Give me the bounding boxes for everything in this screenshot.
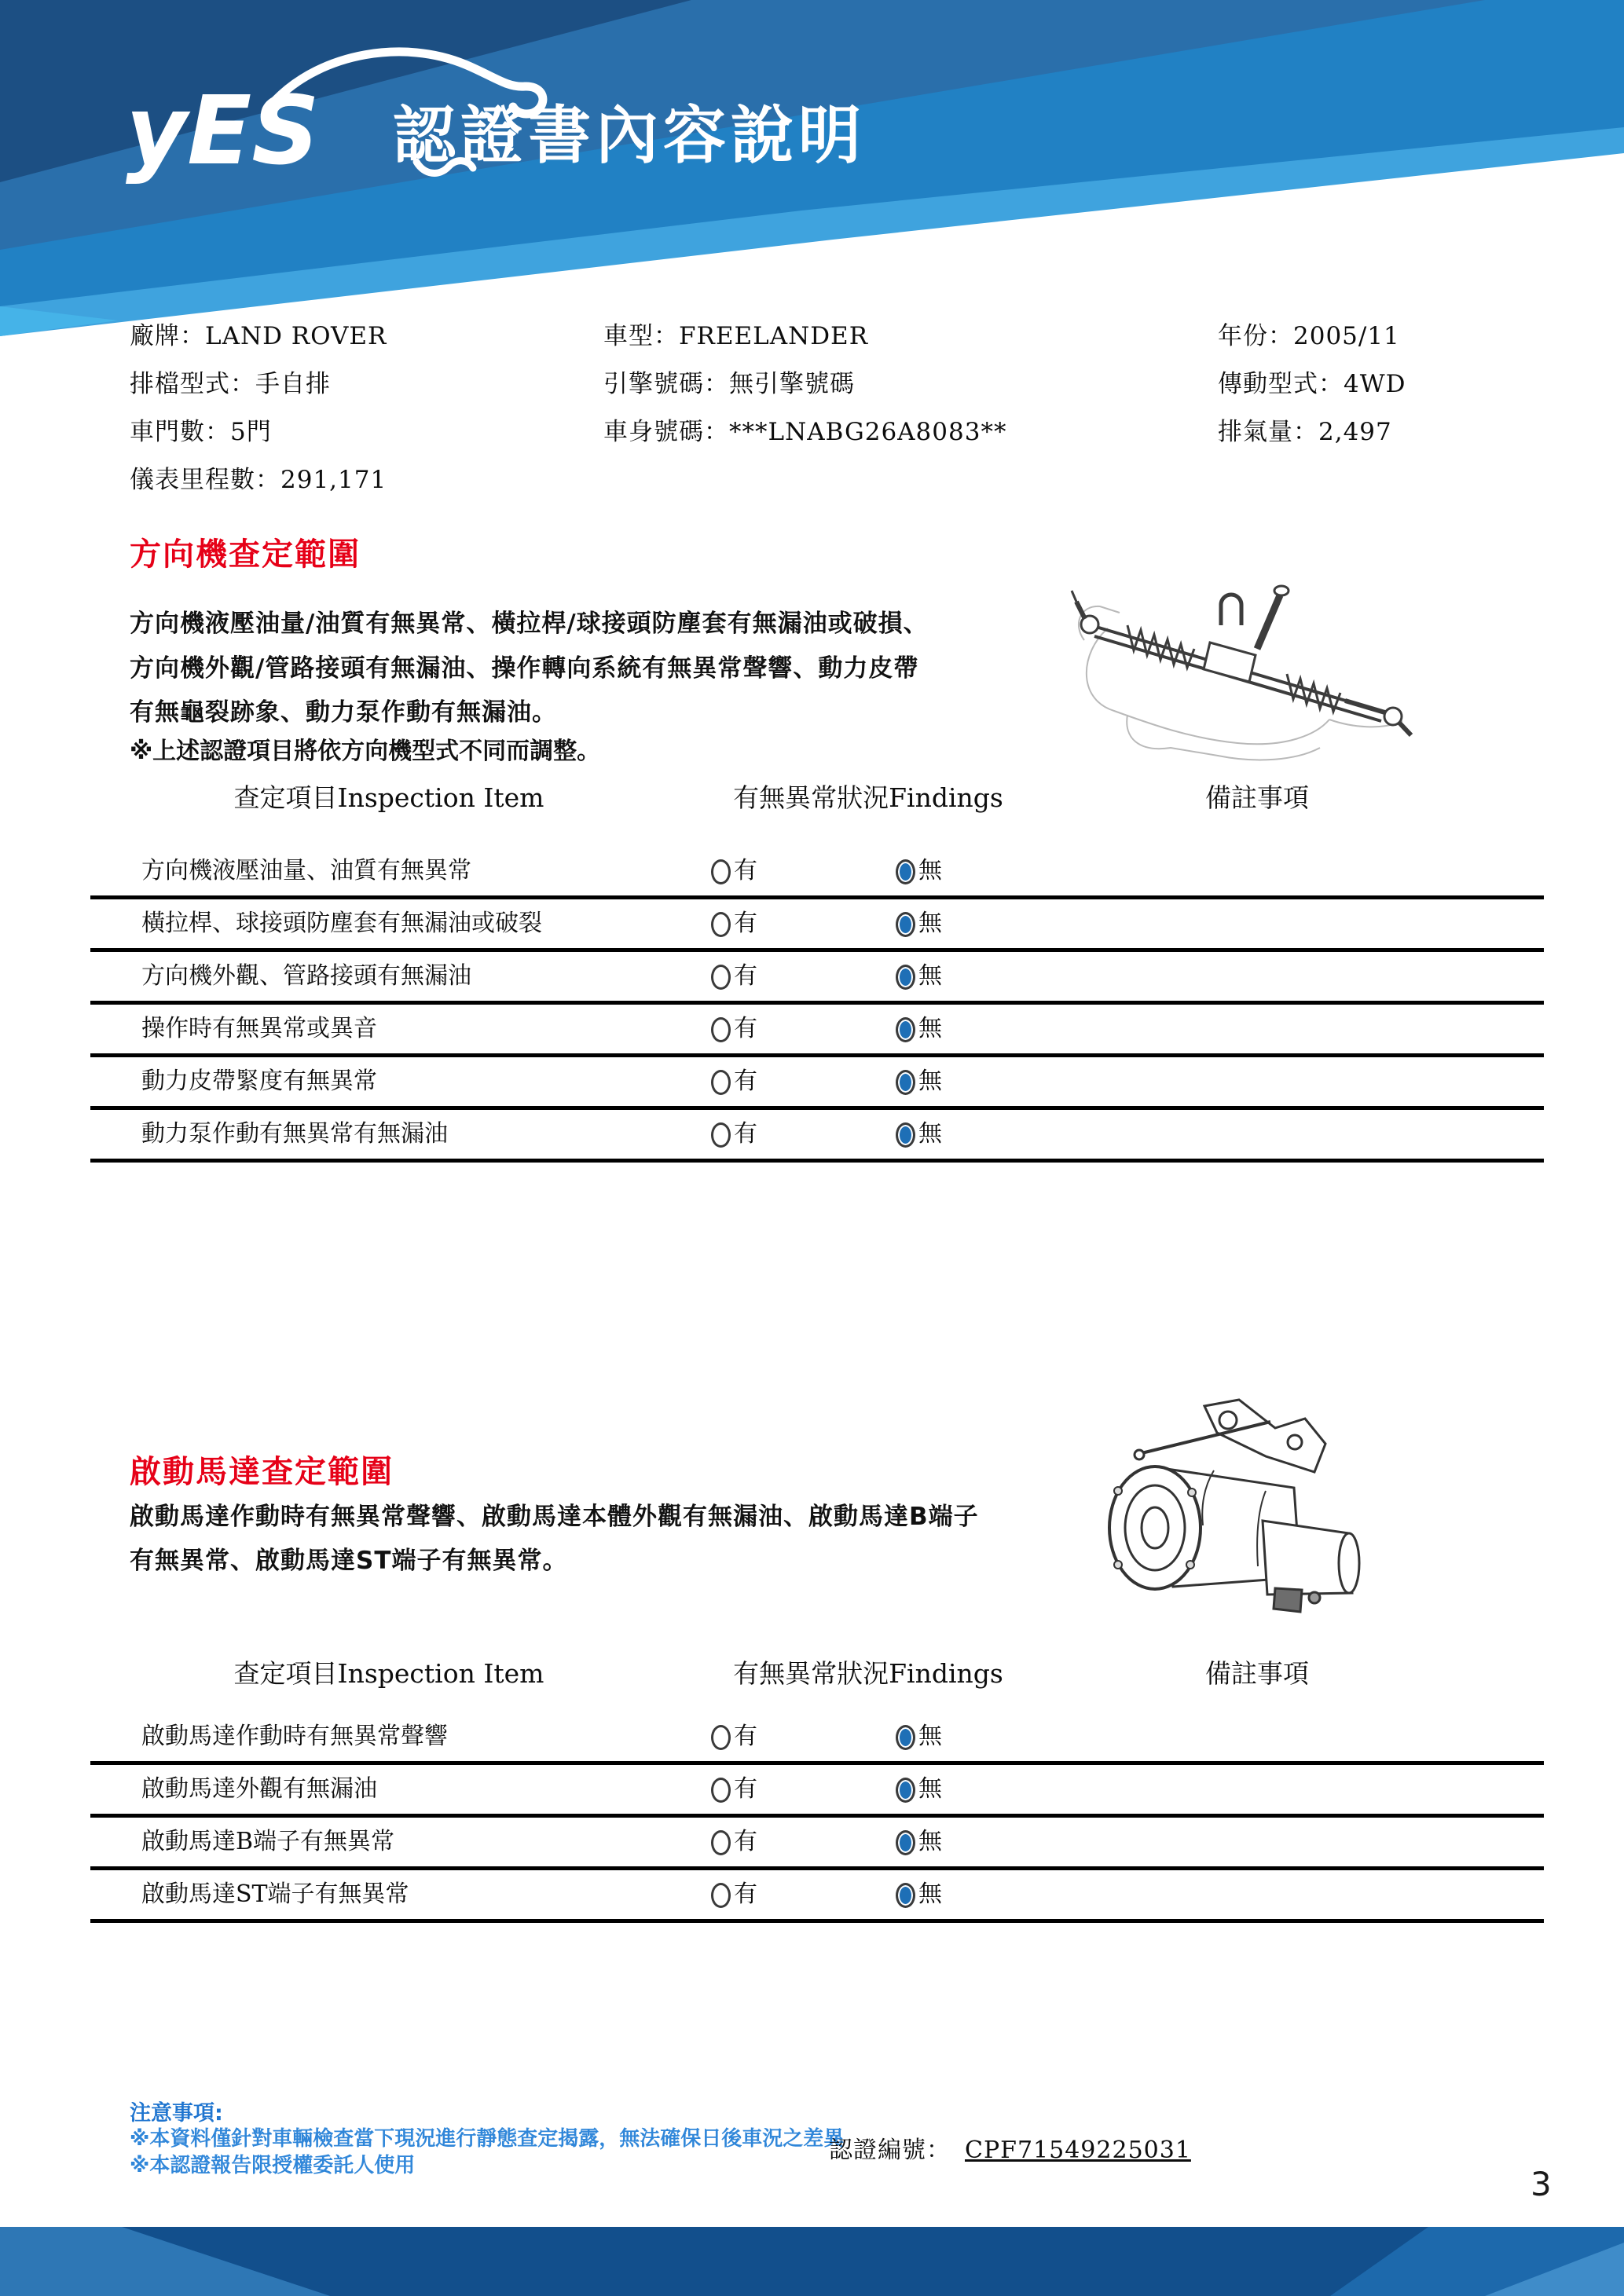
- table-row: [90, 1712, 1544, 1765]
- column-header-findings: 有無異常狀況Findings: [733, 1658, 1003, 1689]
- vehicle-vin: 車身號碼：***LNABG26A8083**: [603, 418, 1007, 446]
- table-row: [90, 1765, 1544, 1818]
- radio-no[interactable]: [896, 965, 915, 990]
- starter-inspection-table: [90, 1712, 1544, 1923]
- vehicle-engine-number: 引擎號碼：無引擎號碼: [603, 370, 855, 398]
- yes-logo-text: yES: [126, 77, 320, 186]
- page-number: 3: [1531, 2165, 1552, 2203]
- table-header-row: [90, 1653, 1544, 1693]
- vehicle-displacement: 排氣量：2,497: [1218, 418, 1392, 446]
- table-row: [90, 1870, 1544, 1923]
- footer-dark-polygon: [122, 2227, 1428, 2296]
- table-row: [90, 847, 1544, 899]
- radio-no-label: 無: [918, 1723, 942, 1750]
- radio-yes-label: 有: [734, 1775, 757, 1803]
- certificate-number-line: [829, 2130, 1205, 2165]
- radio-yes-label: 有: [734, 962, 757, 990]
- column-header-remarks: 備註事項: [1205, 1658, 1309, 1689]
- inspection-item-label: 動力泵作動有無異常有無漏油: [141, 1120, 448, 1148]
- inspection-item-label: 方向機液壓油量、油質有無異常: [141, 857, 471, 884]
- section-description-line: 有無異常、啟動馬達ST端子有無異常。: [130, 1547, 568, 1575]
- radio-yes[interactable]: [711, 1725, 731, 1750]
- radio-no[interactable]: [896, 1017, 915, 1042]
- inspection-item-label: 啟動馬達B端子有無異常: [141, 1828, 395, 1855]
- page-title: 認證書內容說明: [393, 99, 866, 172]
- inspection-item-label: 橫拉桿、球接頭防塵套有無漏油或破裂: [141, 910, 542, 937]
- column-header-findings: 有無異常狀況Findings: [733, 782, 1003, 813]
- steering-inspection-table: [90, 847, 1544, 1163]
- footer-banner: [0, 2227, 1624, 2296]
- table-row: [90, 1057, 1544, 1110]
- radio-no[interactable]: [896, 912, 915, 937]
- inspection-item-label: 啟動馬達外觀有無漏油: [141, 1775, 377, 1803]
- inspection-item-label: 動力皮帶緊度有無異常: [141, 1067, 377, 1095]
- radio-no-label: 無: [918, 1067, 942, 1095]
- starter-motor-illustration: [1088, 1397, 1363, 1628]
- radio-no-label: 無: [918, 1120, 942, 1148]
- radio-yes-label: 有: [734, 1880, 757, 1908]
- table-row: [90, 952, 1544, 1005]
- radio-no[interactable]: [896, 1122, 915, 1148]
- radio-yes[interactable]: [711, 1883, 731, 1908]
- radio-no-label: 無: [918, 910, 942, 937]
- table-header-row: [90, 778, 1544, 817]
- radio-no[interactable]: [896, 1883, 915, 1908]
- section-adjust-note: ※上述認證項目將依方向機型式不同而調整。: [130, 738, 601, 765]
- radio-yes[interactable]: [711, 1778, 731, 1803]
- radio-yes-label: 有: [734, 1723, 757, 1750]
- radio-yes[interactable]: [711, 1122, 731, 1148]
- radio-no-label: 無: [918, 1828, 942, 1855]
- inspection-item-label: 操作時有無異常或異音: [141, 1015, 377, 1042]
- vehicle-odometer: 儀表里程數：291,171: [130, 466, 387, 494]
- notice-line: ※本認證報告限授權委託人使用: [130, 2154, 416, 2177]
- radio-no-label: 無: [918, 962, 942, 990]
- radio-no[interactable]: [896, 1778, 915, 1803]
- inspection-item-label: 方向機外觀、管路接頭有無漏油: [141, 962, 471, 990]
- vehicle-model: 車型：FREELANDER: [603, 322, 869, 350]
- vehicle-brand: 廠牌：LAND ROVER: [130, 322, 387, 350]
- radio-no-label: 無: [918, 857, 942, 884]
- radio-yes-label: 有: [734, 1828, 757, 1855]
- certificate-number-label: 認證編號：: [829, 2137, 951, 2164]
- column-header-remarks: 備註事項: [1205, 782, 1309, 813]
- radio-yes[interactable]: [711, 912, 731, 937]
- vehicle-door-count: 車門數：5門: [130, 418, 272, 446]
- steering-rack-illustration: [1053, 550, 1422, 770]
- radio-yes[interactable]: [711, 859, 731, 884]
- section-description-line: 啟動馬達作動時有無異常聲響、啟動馬達本體外觀有無漏油、啟動馬達B端子: [130, 1503, 979, 1531]
- notice-line: ※本資料僅針對車輛檢查當下現況進行靜態查定揭露，無法確保日後車況之差異: [130, 2127, 845, 2151]
- radio-no-label: 無: [918, 1015, 942, 1042]
- section-description-line: 方向機液壓油量/油質有無異常、橫拉桿/球接頭防塵套有無漏油或破損、: [130, 610, 929, 638]
- table-row: [90, 1110, 1544, 1163]
- radio-no[interactable]: [896, 1070, 915, 1095]
- table-row: [90, 899, 1544, 952]
- table-row: [90, 1818, 1544, 1870]
- radio-yes-label: 有: [734, 1067, 757, 1095]
- radio-no[interactable]: [896, 859, 915, 884]
- vehicle-year: 年份：2005/11: [1218, 322, 1400, 350]
- certificate-number-value: CPF71549225031: [965, 2137, 1191, 2164]
- column-header-inspection-item: 查定項目Inspection Item: [233, 1658, 544, 1689]
- table-row: [90, 1005, 1544, 1057]
- column-header-inspection-item: 查定項目Inspection Item: [233, 782, 544, 813]
- radio-no-label: 無: [918, 1775, 942, 1803]
- vehicle-drivetrain: 傳動型式：4WD: [1218, 370, 1406, 398]
- inspection-item-label: 啟動馬達作動時有無異常聲響: [141, 1723, 448, 1750]
- radio-no[interactable]: [896, 1725, 915, 1750]
- radio-yes-label: 有: [734, 1120, 757, 1148]
- radio-yes-label: 有: [734, 1015, 757, 1042]
- radio-no-label: 無: [918, 1880, 942, 1908]
- inspection-item-label: 啟動馬達ST端子有無異常: [141, 1880, 409, 1908]
- radio-yes[interactable]: [711, 1070, 731, 1095]
- radio-yes[interactable]: [711, 965, 731, 990]
- section-description-line: 有無龜裂跡象、動力泵作動有無漏油。: [130, 698, 557, 727]
- section-title-steering: 方向機查定範圍: [130, 536, 361, 573]
- radio-no[interactable]: [896, 1830, 915, 1855]
- section-title-starter: 啟動馬達查定範圍: [130, 1454, 394, 1490]
- radio-yes-label: 有: [734, 857, 757, 884]
- section-description-line: 方向機外觀/管路接頭有無漏油、操作轉向系統有無異常聲響、動力皮帶: [130, 654, 919, 683]
- radio-yes[interactable]: [711, 1830, 731, 1855]
- radio-yes-label: 有: [734, 910, 757, 937]
- radio-yes[interactable]: [711, 1017, 731, 1042]
- vehicle-transmission-type: 排檔型式：手自排: [130, 370, 331, 398]
- notice-title: 注意事項:: [130, 2101, 223, 2126]
